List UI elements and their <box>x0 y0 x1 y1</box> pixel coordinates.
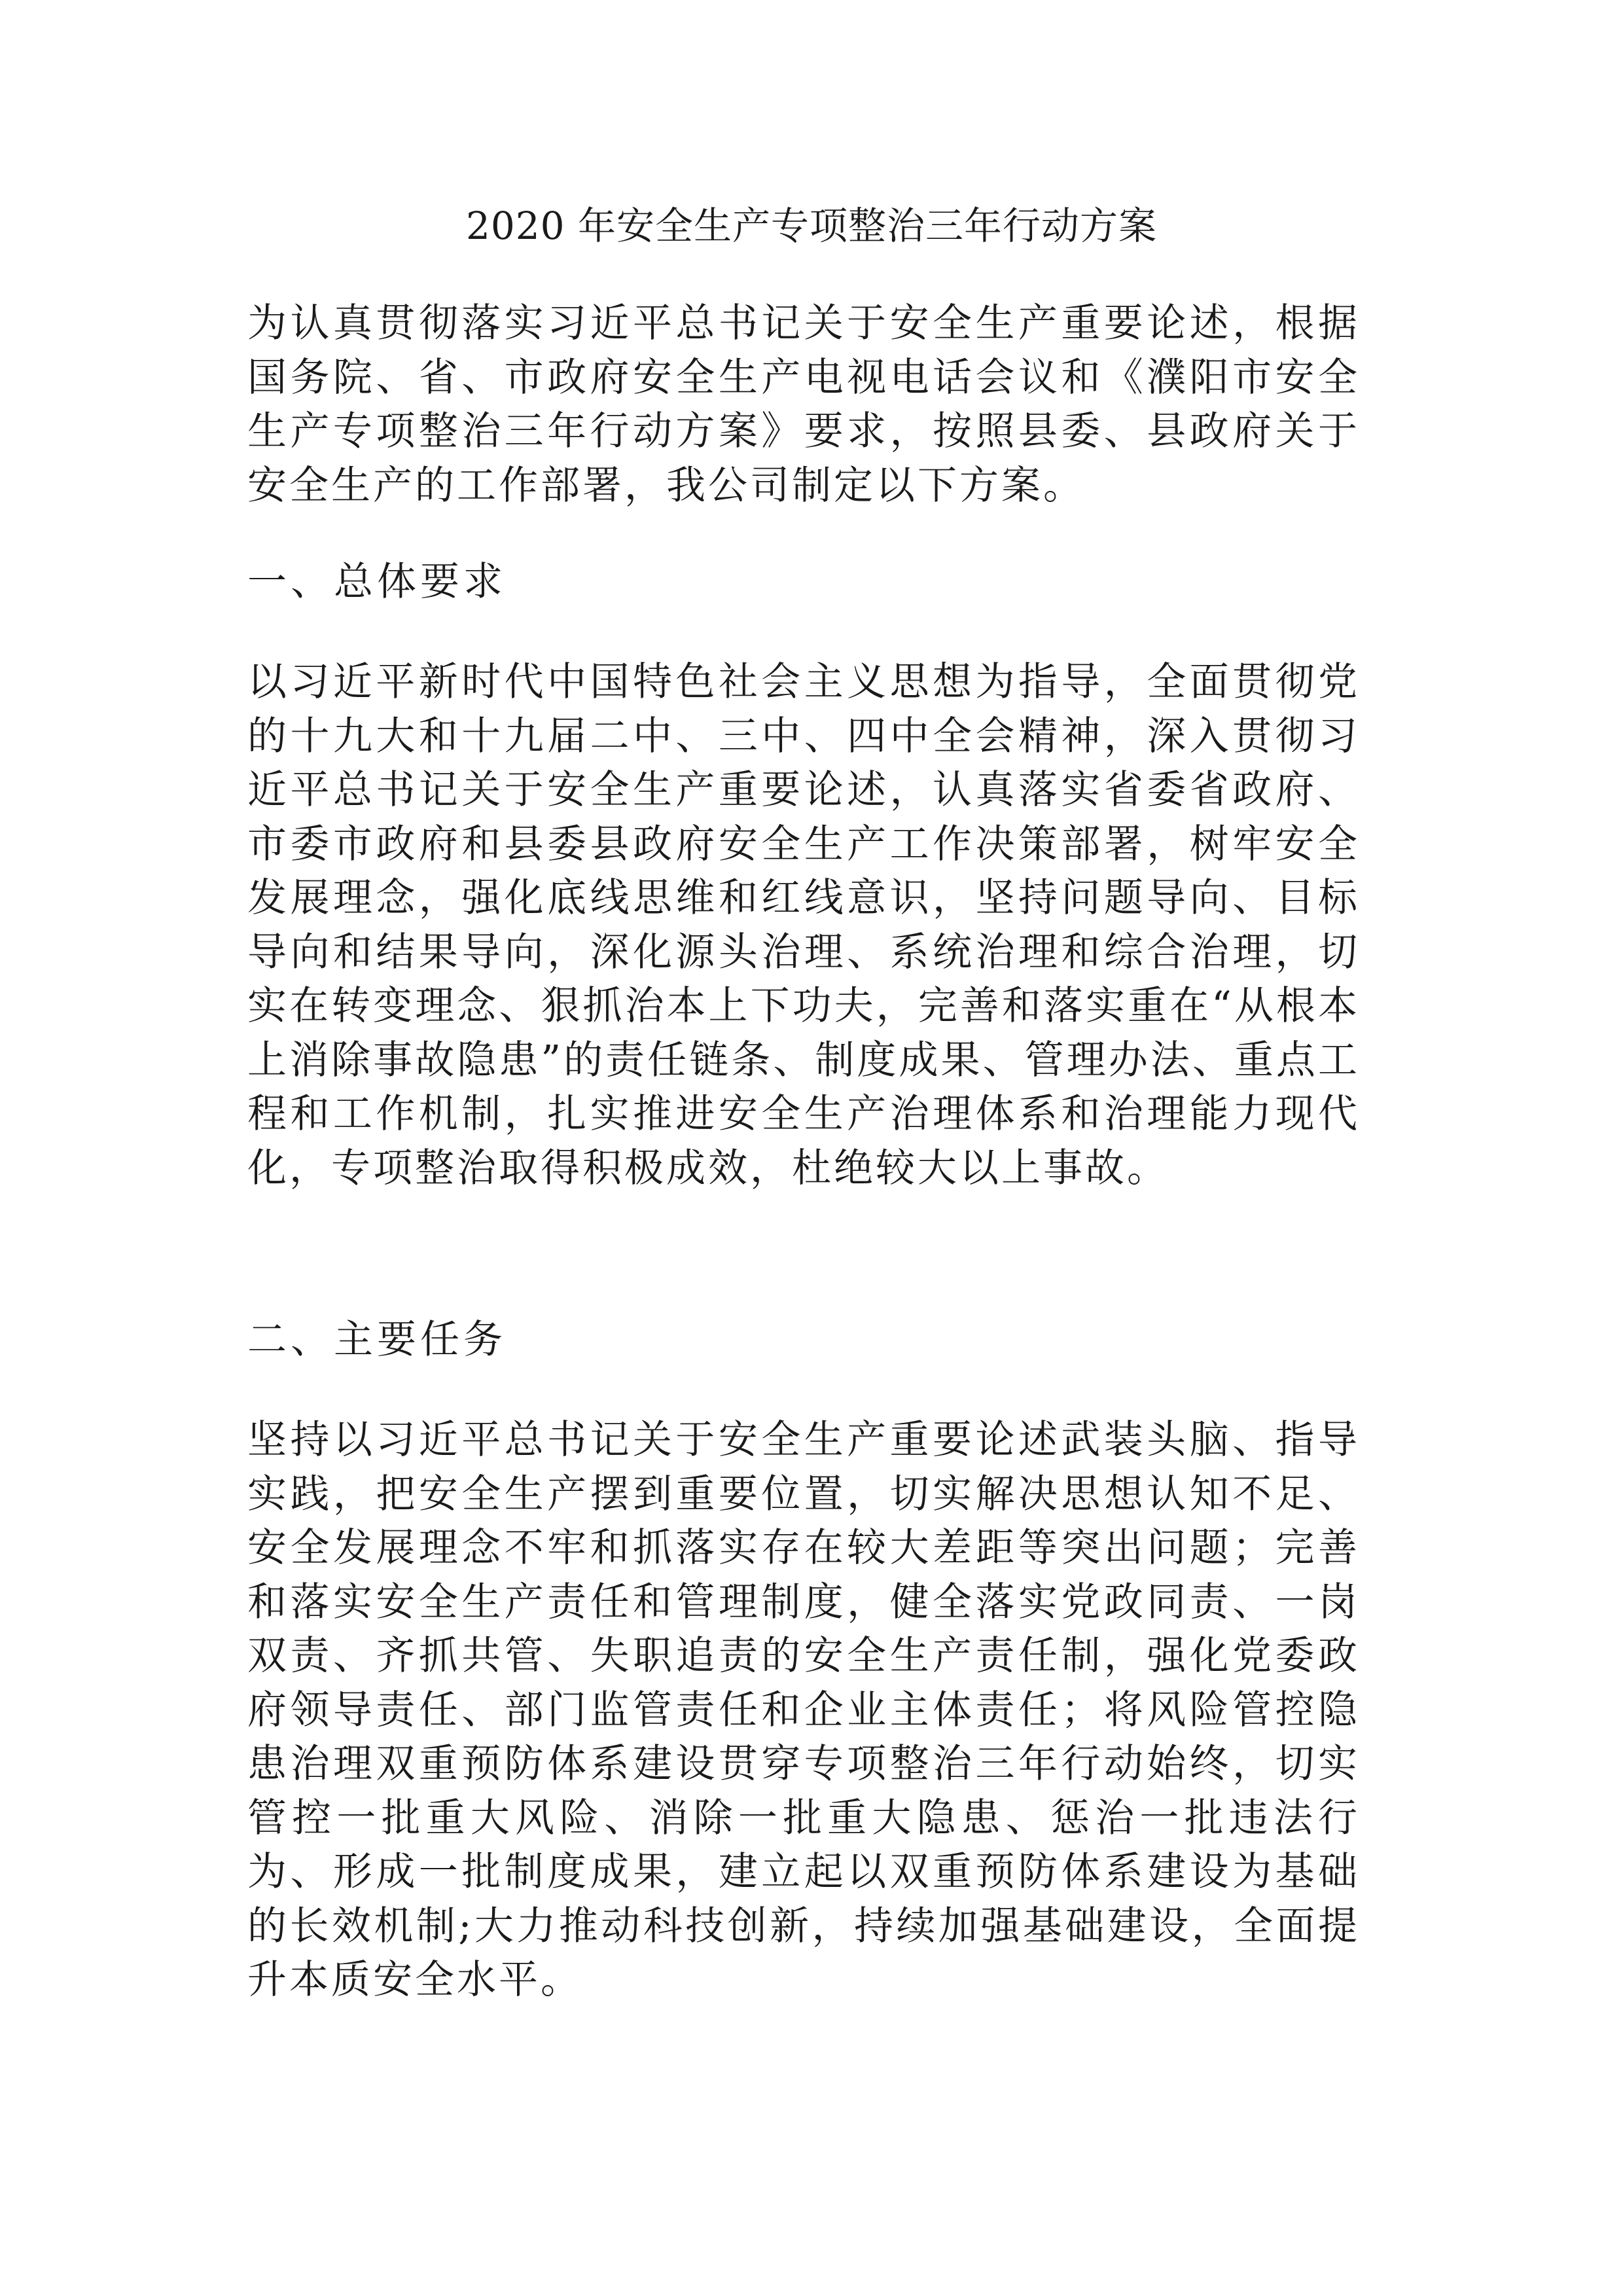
section-heading-main-tasks: 二、主要任务 <box>247 1317 507 1363</box>
document-title: 2020 年安全生产专项整治三年行动方案 <box>465 204 1158 248</box>
intro-paragraph: 为认真贯彻落实习近平总书记关于安全生产重要论述，根据国务院、省、市政府安全生产电视电话会议和《濮阳市安全生产专项整治三年行动方案》要求，按照县委、县政府关于安全生产的工作部署，我公司制定以下方案。 <box>247 300 1360 509</box>
section-body-general-requirements: 以习近平新时代中国特色社会主义思想为指导，全面贯彻党的十九大和十九届二中、三中、四中全会精神，深入贯彻习近平总书记关于安全生产重要论述，认真落实省委省政府、市委市政府和县委县政府安全生产工作决策部署，树牢安全发展理念，强化底线思维和红线意识，坚持问题导向、目标导向和结果导向，深化源头治理、系统治理和综合治理，切实在转变理念、狠抓治本上下功夫，完善和落实重在“从根本上消除事故隐患”的责任链条、制度成果、管理办法、重点工程和工作机制，扎实推进安全生产治理体系和治理能力现代化，专项整治取得积极成效，杜绝较大以上事故。 <box>247 659 1360 1191</box>
section-heading-general-requirements: 一、总体要求 <box>247 559 507 605</box>
section-body-main-tasks: 坚持以习近平总书记关于安全生产重要论述武装头脑、指导实践，把安全生产摆到重要位置，切实解决思想认知不足、安全发展理念不牢和抓落实存在较大差距等突出问题；完善和落实安全生产责任和管理制度，健全落实党政同责、一岗双责、齐抓共管、失职追责的安全生产责任制，强化党委政府领导责任、部门监管责任和企业主体责任；将风险管控隐患治理双重预防体系建设贯穿专项整治三年行动始终，切实管控一批重大风险、消除一批重大隐患、惩治一批违法行为、形成一批制度成果，建立起以双重预防体系建设为基础的长效机制;大力推动科技创新，持续加强基础建设，全面提升本质安全水平。 <box>247 1417 1360 2003</box>
